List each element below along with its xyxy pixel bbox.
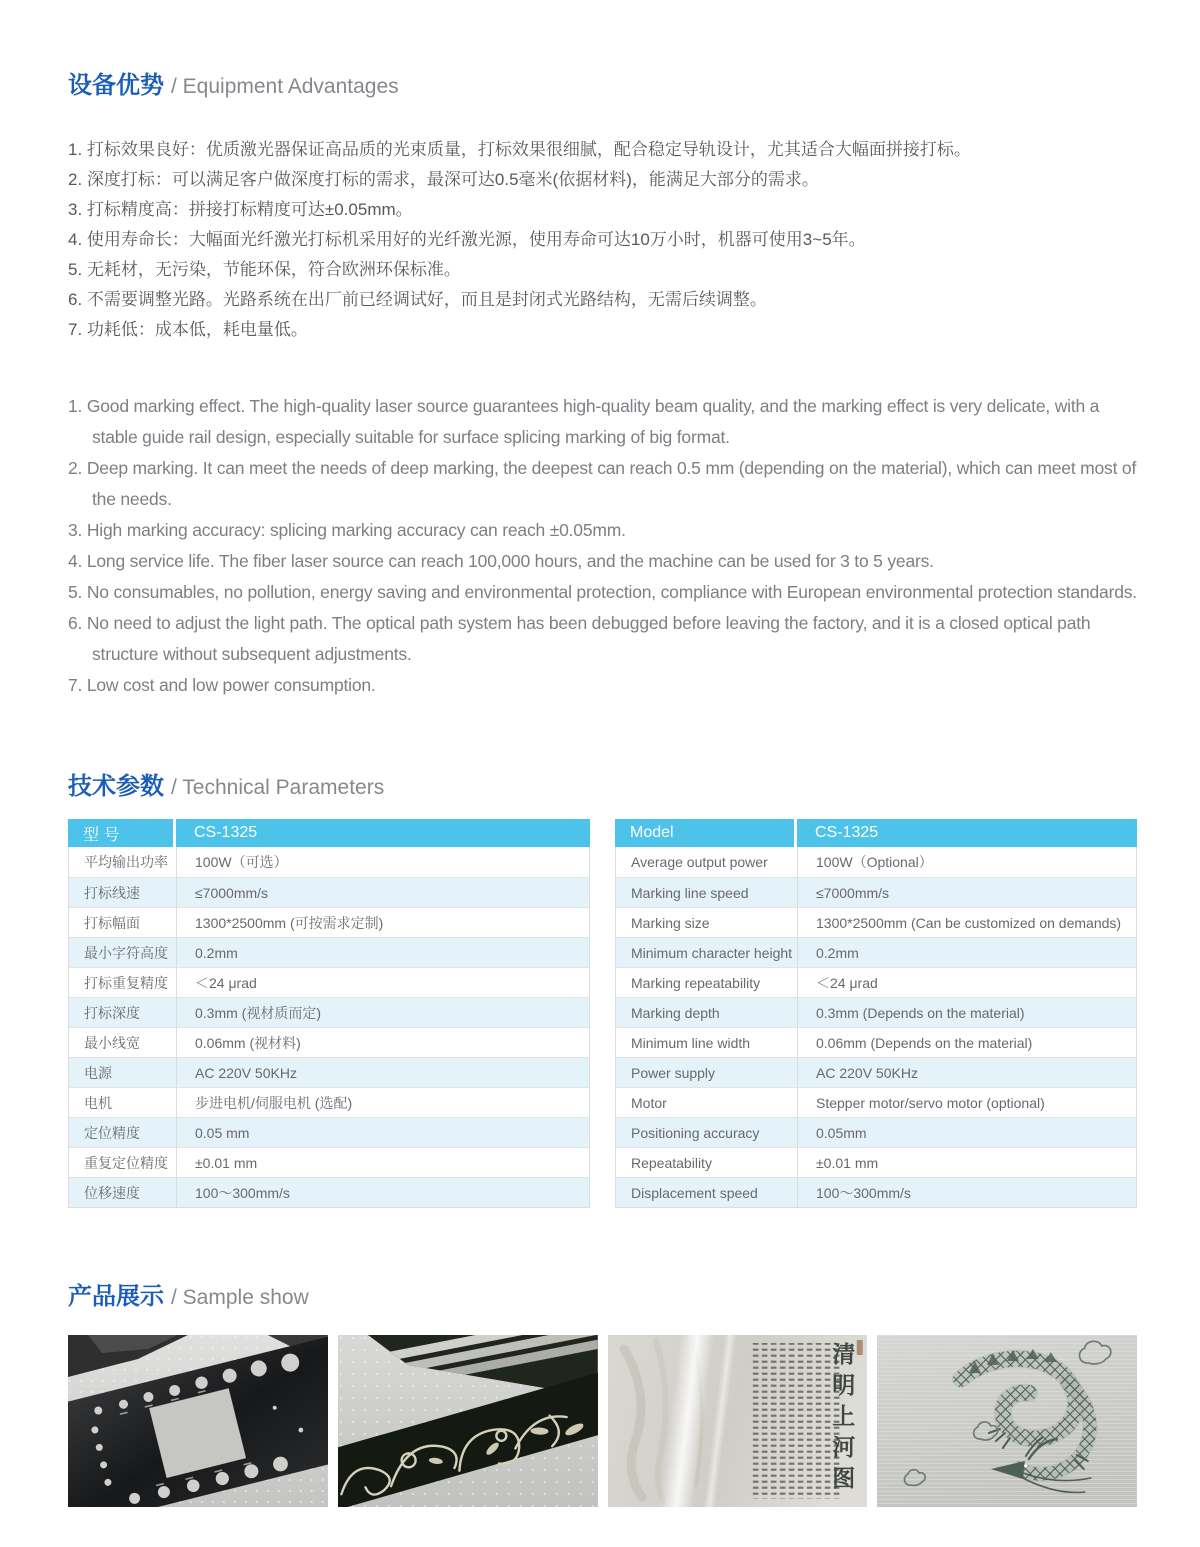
param-value: 0.06mm (视材料) [195, 1034, 301, 1051]
param-value: 步进电机/伺服电机 (选配) [195, 1094, 353, 1111]
samples-title-en: / Sample show [171, 1286, 309, 1309]
table-header-model-value: CS-1325 [815, 824, 879, 841]
param-label: 打标幅面 [69, 908, 177, 937]
table-row [69, 997, 589, 1027]
table-header-model-value: CS-1325 [194, 824, 258, 841]
param-label: Minimum line width [616, 1028, 798, 1057]
param-label: 打标线速 [69, 878, 177, 907]
param-label: 电机 [69, 1088, 177, 1117]
parameter-tables [68, 819, 1137, 1208]
table-header-row [68, 819, 590, 847]
param-label: 定位精度 [69, 1118, 177, 1147]
param-label: 打标重复精度 [69, 968, 177, 997]
param-label: Marking size [616, 908, 798, 937]
param-value: 100～300mm/s [816, 1184, 911, 1201]
param-label: Minimum character height [616, 938, 798, 967]
param-value: ＜24 μrad [816, 974, 878, 991]
param-value: 0.3mm (Depends on the material) [816, 1004, 1025, 1021]
advantages-list-zh [68, 135, 1137, 345]
param-value: ＜24 μrad [195, 974, 257, 991]
table-row [69, 1087, 589, 1117]
advantages-title-en: / Equipment Advantages [171, 75, 399, 98]
table-row [616, 1027, 1136, 1057]
param-label: Displacement speed [616, 1178, 798, 1207]
advantage-item: 1. Good marking effect. The high-quality laser source guarantees high-quality beam quality, and the marking effect is very delicate, with a stable guide rail design, especially suitable for surface splicing marking of big format. [68, 396, 1100, 447]
param-value: 100W（Optional） [816, 854, 933, 870]
section-parameters [68, 773, 1137, 1208]
table-header-model: Model [615, 819, 797, 847]
marked-panel-illustration [68, 1335, 328, 1507]
param-value: ±0.01 mm [195, 1154, 258, 1171]
advantage-item: 7. Low cost and low power consumption. [68, 675, 376, 695]
parameters-title [68, 773, 1137, 802]
table-row [69, 937, 589, 967]
advantage-item: 5. 无耗材，无污染，节能环保，符合欧洲环保标准。 [68, 260, 461, 279]
advantages-list-en [68, 391, 1137, 701]
table-header-row [615, 819, 1137, 847]
table-row [616, 1177, 1136, 1207]
param-label: Motor [616, 1088, 798, 1117]
sample-photo-marked-panel [68, 1335, 328, 1507]
param-label: Marking line speed [616, 878, 798, 907]
table-row [69, 907, 589, 937]
table-row [69, 967, 589, 997]
advantages-title-zh: 设备优势 [68, 72, 164, 99]
table-body [615, 847, 1137, 1208]
advantage-item: 4. 使用寿命长：大幅面光纤激光打标机采用好的光纤激光源，使用寿命可达10万小时，机器可使用3~5年。 [68, 230, 866, 249]
table-row [69, 1117, 589, 1147]
parameters-table-zh [68, 819, 590, 1208]
sample-photo-dragon-engraving [877, 1335, 1137, 1507]
table-row [616, 967, 1136, 997]
param-label: 最小线宽 [69, 1028, 177, 1057]
table-row [616, 997, 1136, 1027]
advantage-item: 4. Long service life. The fiber laser source can reach 100,000 hours, and the machine can be used for 3 to 5 years. [68, 551, 934, 571]
param-label: 平均输出功率 [69, 847, 177, 877]
param-value: Stepper motor/servo motor (optional) [816, 1094, 1045, 1111]
advantage-item: 7. 功耗低：成本低，耗电量低。 [68, 320, 308, 339]
table-row [616, 1117, 1136, 1147]
samples-title-zh: 产品展示 [68, 1283, 164, 1310]
parameters-table-en [615, 819, 1137, 1208]
param-label: 位移速度 [69, 1178, 177, 1207]
table-row [616, 907, 1136, 937]
param-value: AC 220V 50KHz [195, 1064, 297, 1081]
advantages-title [68, 72, 1137, 101]
table-row [616, 877, 1136, 907]
param-value: ≤7000mm/s [195, 884, 269, 901]
sample-photos-row [68, 1335, 1137, 1507]
param-value: 1300*2500mm (可按需求定制) [195, 914, 384, 931]
table-row [616, 1087, 1136, 1117]
advantage-item: 6. No need to adjust the light path. The optical path system has been debugged before leaving the factory, and it is a closed optical path structure without subsequent adjustments. [68, 613, 1091, 664]
param-value: 100～300mm/s [195, 1184, 290, 1201]
param-value: 0.3mm (视材质而定) [195, 1004, 321, 1021]
param-value: ±0.01 mm [816, 1154, 879, 1171]
calligraphy-text: 清明上河图 [828, 1342, 856, 1497]
sample-photo-calligraphy-engraving [608, 1335, 868, 1507]
advantage-item: 1. 打标效果良好：优质激光器保证高品质的光束质量，打标效果很细腻，配合稳定导轨设计，尤其适合大幅面拼接打标。 [68, 140, 971, 159]
table-row [616, 1147, 1136, 1177]
table-row [69, 1177, 589, 1207]
param-value: ≤7000mm/s [816, 884, 890, 901]
advantage-item: 6. 不需要调整光路。光路系统在出厂前已经调试好，而且是封闭式光路结构，无需后续调整。 [68, 290, 767, 309]
advantage-item: 2. 深度打标：可以满足客户做深度打标的需求，最深可达0.5毫米(依据材料)，能满足大部分的需求。 [68, 170, 819, 189]
param-label: 重复定位精度 [69, 1148, 177, 1177]
param-value: 100W（可选） [195, 854, 288, 870]
table-row [616, 1057, 1136, 1087]
param-value: AC 220V 50KHz [816, 1064, 918, 1081]
param-label: 最小字符高度 [69, 938, 177, 967]
advantage-item: 5. No consumables, no pollution, energy saving and environmental protection, compliance with European environmental protection standards. [68, 582, 1137, 602]
section-samples [68, 1283, 1137, 1507]
advantage-item: 2. Deep marking. It can meet the needs of deep marking, the deepest can reach 0.5 mm (depending on the material), which can meet most of the needs. [68, 458, 1137, 509]
advantage-item: 3. 打标精度高：拼接打标精度可达±0.05mm。 [68, 200, 413, 219]
table-row [69, 877, 589, 907]
param-value: 1300*2500mm (Can be customized on demands) [816, 914, 1122, 931]
section-advantages [68, 0, 1137, 701]
samples-title [68, 1283, 1137, 1312]
table-row [69, 1147, 589, 1177]
param-label: Positioning accuracy [616, 1118, 798, 1147]
param-label: 打标深度 [69, 998, 177, 1027]
advantage-item: 3. High marking accuracy: splicing marking accuracy can reach ±0.05mm. [68, 520, 626, 540]
table-row [69, 847, 589, 877]
param-value: 0.05 mm [195, 1124, 250, 1141]
param-label: Power supply [616, 1058, 798, 1087]
dragon-engraving-illustration [877, 1335, 1137, 1507]
param-label: Marking depth [616, 998, 798, 1027]
table-row [69, 1027, 589, 1057]
table-row [616, 937, 1136, 967]
parameters-title-zh: 技术参数 [68, 773, 164, 800]
table-body [68, 847, 590, 1208]
param-label: Repeatability [616, 1148, 798, 1177]
table-row [616, 847, 1136, 877]
param-value: 0.05mm [816, 1124, 867, 1141]
param-value: 0.06mm (Depends on the material) [816, 1034, 1033, 1051]
table-row [69, 1057, 589, 1087]
table-header-model: 型 号 [68, 819, 176, 847]
param-label: 电源 [69, 1058, 177, 1087]
param-label: Average output power [616, 847, 798, 877]
floral-engraving-illustration [338, 1335, 598, 1507]
param-label: Marking repeatability [616, 968, 798, 997]
param-value: 0.2mm [816, 944, 859, 961]
parameters-title-en: / Technical Parameters [171, 776, 385, 799]
param-value: 0.2mm [195, 944, 238, 961]
sample-photo-floral-engraving [338, 1335, 598, 1507]
